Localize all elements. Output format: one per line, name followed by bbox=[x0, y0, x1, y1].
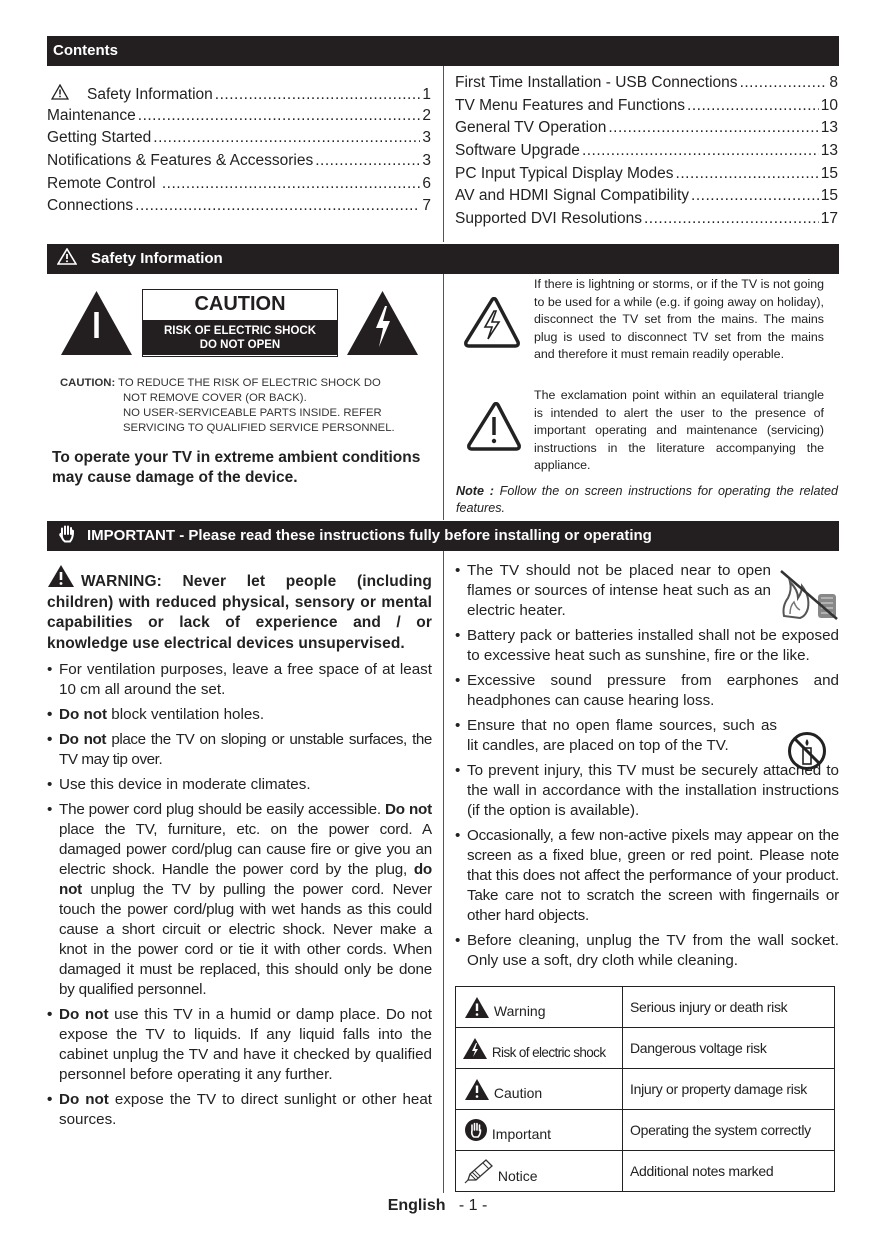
list-item: • Occasionally, a few non-active pixels may appear on the screen as a fixed blue, green or red point. Please note that this does not affect the performance of your product. Take care not to scratch the screen with fingernails or other hard objects. bbox=[455, 826, 839, 926]
legend-desc: Dangerous voltage risk bbox=[623, 1028, 835, 1069]
legend-desc: Injury or property damage risk bbox=[623, 1069, 835, 1110]
table-row bbox=[456, 1110, 835, 1151]
footer-page-number: - 1 - bbox=[458, 1197, 488, 1214]
note bbox=[456, 483, 838, 517]
lightning-triangle-icon bbox=[346, 290, 419, 356]
hand-icon bbox=[59, 525, 75, 543]
toc-entry[interactable] bbox=[455, 142, 838, 165]
no-candle-icon bbox=[787, 731, 827, 771]
footer-language: English bbox=[387, 1197, 446, 1214]
list-item: • Ensure that no open flame sources, such as lit candles, are placed on top of the TV. bbox=[455, 716, 839, 756]
legend-label: Important bbox=[491, 1126, 552, 1142]
toc-entry-title: Software Upgrade bbox=[455, 142, 580, 160]
exclamation-text: The exclamation point within an equilateral triangle is intended to alert the user to the presence of important operating and maintenance (servicing) instructions in the literature accompanying the appliance. bbox=[534, 388, 824, 473]
list-item: • Do not use this TV in a humid or damp place. Do not expose the TV to liquids. If any liquid falls into the cabinet unplug the TV and have it checked by qualified personnel before operating it any further. bbox=[47, 1005, 432, 1085]
divider bbox=[443, 551, 444, 1193]
toc-entry-page: 1 bbox=[422, 86, 431, 103]
toc-entry-page: 8 bbox=[829, 74, 838, 91]
important-right-column bbox=[455, 561, 839, 976]
symbol-legend-table bbox=[455, 986, 835, 1192]
note-label: Note : bbox=[456, 484, 494, 498]
list-item: • The power cord plug should be easily accessible. Do not place the TV, furniture, etc. on the power cord. A damaged power cord/plug can cause fire or give you an electric shock. Handle the power cord by the plug, do not unplug the TV by pulling the power cord. Never touch the power cord/plug with wet hands as this could cause a short circuit or electric shock. Never make a knot in the power cord or tie it with other cords. When damaged it must be replaced, this should only be done by qualified personnel. bbox=[47, 800, 432, 1000]
legend-desc: Operating the system correctly bbox=[623, 1110, 835, 1151]
toc-entry[interactable] bbox=[455, 210, 838, 233]
warning-triangle-icon bbox=[464, 996, 490, 1019]
toc-entry[interactable] bbox=[47, 107, 431, 130]
toc-entry[interactable] bbox=[455, 187, 838, 210]
list-item: • To prevent injury, this TV must be securely attached to the wall in accordance with the installation instructions (if the option is available). bbox=[455, 761, 839, 821]
warning-triangle-icon bbox=[57, 248, 77, 265]
legend-desc: Serious injury or death risk bbox=[623, 987, 835, 1028]
extreme-conditions-warning: To operate your TV in extreme ambient conditions may cause damage of the device. bbox=[52, 449, 421, 486]
lightning-triangle-icon bbox=[464, 297, 520, 349]
important-header bbox=[47, 521, 839, 551]
table-row bbox=[456, 987, 835, 1028]
toc-entry-title: First Time Installation - USB Connections bbox=[455, 74, 738, 91]
toc-entry[interactable] bbox=[455, 119, 838, 142]
divider bbox=[443, 66, 444, 242]
toc-entry-page: 10 bbox=[820, 96, 838, 114]
no-heater-fire-icon bbox=[778, 568, 840, 622]
toc-entry-title: Safety Information bbox=[87, 86, 213, 103]
toc-right bbox=[455, 74, 838, 233]
warning-triangle-icon bbox=[47, 564, 75, 588]
list-item: • Excessive sound pressure from earphones and headphones can cause hearing loss. bbox=[455, 671, 839, 711]
toc-entry-title: General TV Operation bbox=[455, 119, 607, 137]
list-item: • Do not place the TV on sloping or unstable surfaces, the TV may tip over. bbox=[47, 730, 432, 770]
toc-entry-page: 15 bbox=[820, 164, 838, 182]
caution-box-line: RISK OF ELECTRIC SHOCK bbox=[163, 325, 317, 337]
toc-entry-title: Notifications & Features & Accessories bbox=[47, 152, 314, 170]
note-text: Follow the on screen instructions for operating the related features. bbox=[456, 484, 838, 515]
toc-entry-page: 3 bbox=[422, 152, 431, 170]
toc-entry-page: 3 bbox=[422, 129, 431, 147]
toc-entry[interactable] bbox=[47, 175, 431, 198]
toc-entry[interactable] bbox=[47, 84, 431, 107]
toc-entry-title: Maintenance bbox=[47, 106, 136, 124]
legend-label: Notice bbox=[497, 1168, 538, 1184]
contents-title: Contents bbox=[53, 42, 118, 59]
toc-entry[interactable] bbox=[47, 129, 431, 152]
safety-title: Safety Information bbox=[91, 250, 223, 267]
toc-left bbox=[47, 84, 431, 220]
divider bbox=[443, 274, 444, 520]
lightning-text: If there is lightning or storms, or if the TV is not going to be used for a while (e.g. if going away on holiday), disconnect the TV set from the mains. The mains plug is used to disconnect TV set from the mains and therefore it must remain readily operable. bbox=[534, 277, 824, 362]
toc-entry-title: Getting Started bbox=[47, 129, 152, 147]
list-item: • Battery pack or batteries installed shall not be exposed to excessive heat such as sunshine, fire or the like. bbox=[455, 626, 839, 666]
toc-entry-page: 13 bbox=[820, 142, 838, 160]
exclamation-triangle-icon bbox=[467, 402, 521, 452]
toc-entry[interactable] bbox=[455, 97, 838, 120]
list-item: • Before cleaning, unplug the TV from the wall socket. Only use a soft, dry cloth while cleaning. bbox=[455, 931, 839, 971]
toc-entry[interactable] bbox=[455, 74, 838, 97]
toc-entry-page: 2 bbox=[422, 106, 431, 124]
caution-triangle-icon bbox=[464, 1078, 490, 1101]
toc-entry-page: 13 bbox=[820, 119, 838, 137]
table-row bbox=[456, 1069, 835, 1110]
list-item: • The TV should not be placed near to open flames or sources of intense heat such as an electric heater. bbox=[455, 561, 839, 621]
legend-desc: Additional notes marked bbox=[623, 1151, 835, 1192]
toc-entry-page: 7 bbox=[422, 197, 431, 215]
legend-label: Risk of electric shock bbox=[491, 1044, 606, 1060]
table-row bbox=[456, 1028, 835, 1069]
list-item: • Do not block ventilation holes. bbox=[47, 705, 432, 725]
toc-entry-title: AV and HDMI Signal Compatibility bbox=[455, 187, 690, 205]
important-left-column bbox=[47, 564, 432, 1135]
table-row bbox=[456, 1151, 835, 1192]
toc-entry-title: Connections bbox=[47, 197, 134, 215]
caution-box bbox=[142, 289, 338, 357]
caution-box-title: CAUTION bbox=[194, 293, 286, 315]
lightning-triangle-icon bbox=[462, 1037, 488, 1060]
pencil-note-icon bbox=[464, 1158, 494, 1184]
toc-entry-page: 6 bbox=[422, 174, 431, 192]
toc-entry[interactable] bbox=[47, 197, 431, 220]
legend-label: Caution bbox=[493, 1084, 543, 1101]
toc-entry-title: PC Input Typical Display Modes bbox=[455, 164, 674, 182]
hand-icon bbox=[464, 1118, 488, 1142]
caution-label: CAUTION: bbox=[60, 377, 116, 389]
safety-header bbox=[47, 244, 839, 274]
exclamation-triangle-icon bbox=[60, 290, 133, 356]
legend-label: Warning bbox=[493, 1002, 546, 1019]
caution-box-line: DO NOT OPEN bbox=[199, 339, 281, 351]
important-title: IMPORTANT - Please read these instructions fully before installing or operating bbox=[87, 527, 652, 544]
toc-entry[interactable] bbox=[47, 152, 431, 175]
warning-triangle-icon bbox=[51, 84, 69, 100]
list-item: • For ventilation purposes, leave a free space of at least 10 cm all around the set. bbox=[47, 660, 432, 700]
list-item: • Do not expose the TV to direct sunlight or other heat sources. bbox=[47, 1090, 432, 1130]
toc-entry[interactable] bbox=[455, 165, 838, 188]
page-footer bbox=[0, 1197, 875, 1215]
toc-entry-page: 17 bbox=[820, 210, 838, 228]
list-item: • Use this device in moderate climates. bbox=[47, 775, 432, 795]
toc-entry-title: Remote Control bbox=[47, 174, 160, 192]
toc-entry-page: 15 bbox=[820, 187, 838, 205]
contents-header bbox=[47, 36, 839, 66]
caution-text: CAUTION: TO REDUCE THE RISK OF ELECTRIC SHOCK DO NOT REMOVE COVER (OR BACK). NO USER-SERVICEABLE PARTS INSIDE. REFER SERVICING TO QUALIFIED SERVICE PERSONNEL. bbox=[60, 377, 395, 434]
warning-paragraph: WARNING: Never let people (including children) with reduced physical, sensory or mental capabilities or lack of experience and / or knowledge use electrical devices unsupervised. bbox=[47, 564, 432, 654]
toc-entry-title: TV Menu Features and Functions bbox=[455, 96, 686, 114]
toc-entry-title: Supported DVI Resolutions bbox=[455, 210, 642, 228]
